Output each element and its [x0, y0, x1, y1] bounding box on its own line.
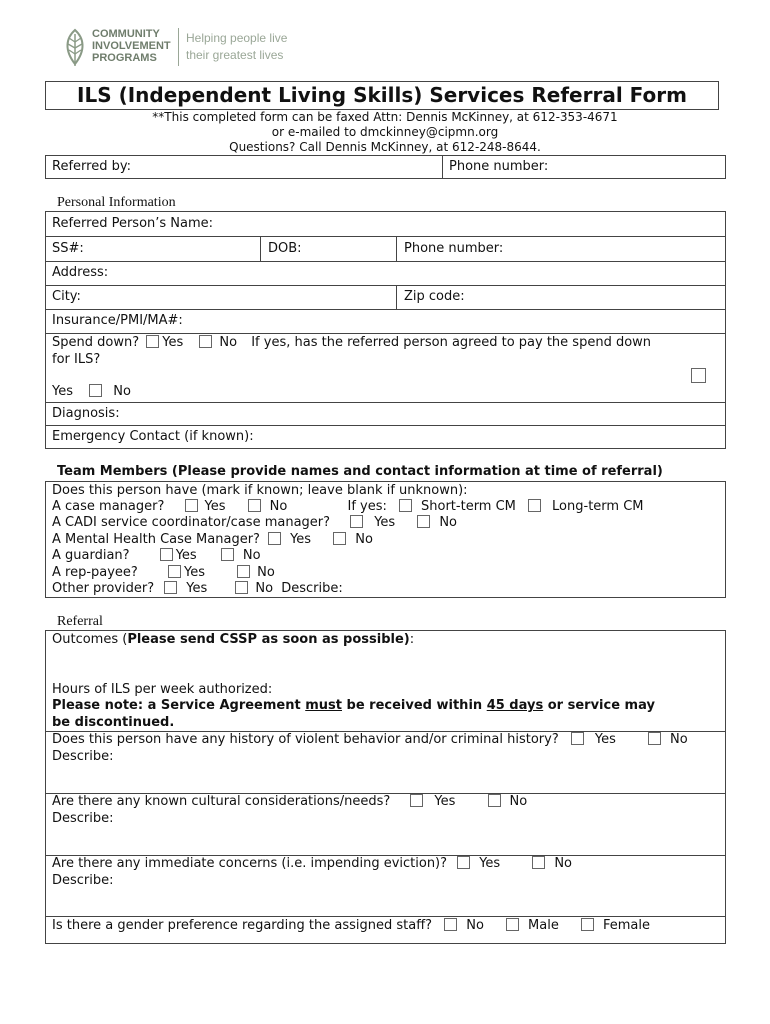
- cadi-row: [52, 515, 457, 530]
- guardian-no-checkbox[interactable]: [221, 548, 234, 561]
- no-label: No: [670, 732, 688, 747]
- page-title: ILS (Independent Living Skills) Services Referral Form: [77, 83, 687, 107]
- note-part-a: Please note: a Service Agreement: [52, 698, 306, 713]
- spend-down-no-checkbox[interactable]: [199, 335, 212, 348]
- gender-no-checkbox[interactable]: [444, 918, 457, 931]
- violent-no-checkbox[interactable]: [648, 732, 661, 745]
- concerns-yes-checkbox[interactable]: [457, 856, 470, 869]
- mental-health-label: A Mental Health Case Manager?: [52, 532, 260, 547]
- no-label: No: [466, 918, 484, 933]
- agree-yes-label: Yes: [52, 384, 73, 399]
- rep-payee-no-checkbox[interactable]: [237, 565, 250, 578]
- mental-health-yes-checkbox[interactable]: [268, 532, 281, 545]
- cultural-label: Are there any known cultural considerations/needs?: [52, 794, 391, 809]
- yes-label: Yes: [594, 732, 616, 747]
- cadi-yes-checkbox[interactable]: [350, 515, 363, 528]
- other-provider-label: Other provider?: [52, 581, 155, 596]
- yes-label: Yes: [175, 548, 197, 563]
- city-field[interactable]: City:: [52, 289, 81, 304]
- note-days: 45 days: [486, 698, 544, 713]
- team-intro: Does this person have (mark if known; leave blank if unknown):: [52, 483, 468, 498]
- violent-describe-label: Describe:: [52, 749, 114, 764]
- gender-male-checkbox[interactable]: [506, 918, 519, 931]
- long-term-cm-checkbox[interactable]: [528, 499, 541, 512]
- team-members-heading: Team Members (Please provide names and contact information at time of referral): [57, 464, 663, 479]
- case-manager-no-checkbox[interactable]: [248, 499, 261, 512]
- spend-down-row: [46, 333, 657, 352]
- diagnosis-field[interactable]: Diagnosis:: [52, 406, 120, 421]
- personal-info-heading: Personal Information: [57, 195, 176, 210]
- short-term-cm-label: Short-term CM: [421, 499, 516, 514]
- no-label: No: [355, 532, 373, 547]
- concerns-label: Are there any immediate concerns (i.e. impending eviction)?: [52, 856, 448, 871]
- org-name-line1: COMMUNITY: [92, 28, 160, 40]
- rep-payee-row: [52, 565, 275, 580]
- yes-label: Yes: [186, 581, 208, 596]
- cadi-label: A CADI service coordinator/case manager?: [52, 515, 331, 530]
- guardian-label: A guardian?: [52, 548, 130, 563]
- cultural-yes-checkbox[interactable]: [410, 794, 423, 807]
- leaf-icon: [62, 28, 88, 68]
- yes-label: Yes: [204, 499, 226, 514]
- mental-health-row: [52, 532, 373, 547]
- violent-history-label: Does this person have any history of violent behavior and/or criminal history?: [52, 732, 559, 747]
- referred-person-name-field[interactable]: Referred Person’s Name:: [52, 216, 214, 231]
- spend-down-question-cont: for ILS?: [52, 352, 101, 367]
- other-provider-yes-checkbox[interactable]: [164, 581, 177, 594]
- referrer-phone-field[interactable]: Phone number:: [449, 159, 549, 174]
- phone-field[interactable]: Phone number:: [404, 241, 504, 256]
- outcomes-suffix: :: [409, 632, 415, 647]
- address-field[interactable]: Address:: [52, 265, 109, 280]
- other-provider-row: [52, 581, 343, 596]
- spend-down-label: Spend down?: [52, 335, 140, 350]
- emergency-contact-field[interactable]: Emergency Contact (if known):: [52, 429, 254, 444]
- referral-table: [45, 630, 726, 944]
- tagline-line2: their greatest lives: [186, 48, 284, 62]
- female-label: Female: [602, 918, 650, 933]
- case-manager-label: A case manager?: [52, 499, 165, 514]
- cultural-describe-label: Describe:: [52, 811, 114, 826]
- describe-label: Describe:: [281, 581, 343, 596]
- violent-yes-checkbox[interactable]: [571, 732, 584, 745]
- dob-field[interactable]: DOB:: [268, 241, 302, 256]
- yes-label: Yes: [374, 515, 396, 530]
- other-provider-no-checkbox[interactable]: [235, 581, 248, 594]
- gender-preference-label: Is there a gender preference regarding the assigned staff?: [52, 918, 433, 933]
- referred-by-row: [45, 155, 726, 179]
- yes-label: Yes: [290, 532, 312, 547]
- personal-info-table: [45, 211, 726, 449]
- cadi-no-checkbox[interactable]: [417, 515, 430, 528]
- cultural-no-checkbox[interactable]: [488, 794, 501, 807]
- agree-no-label: No: [113, 384, 131, 399]
- if-yes-label: If yes:: [347, 499, 387, 514]
- spend-agree-row: [46, 382, 137, 401]
- questions-line: Questions? Call Dennis McKinney, at 612-248-8644.: [229, 140, 541, 154]
- email-instructions: or e-mailed to dmckinney@cipmn.org: [271, 125, 499, 139]
- concerns-row: [52, 856, 572, 871]
- service-agreement-note: [52, 698, 655, 713]
- yes-label: Yes: [479, 856, 501, 871]
- gender-female-checkbox[interactable]: [581, 918, 594, 931]
- org-name-line2: INVOLVEMENT: [92, 40, 171, 52]
- logo: [62, 26, 292, 70]
- form-title-box: [45, 81, 719, 110]
- note-part-b: be received within: [342, 698, 487, 713]
- long-term-cm-label: Long-term CM: [552, 499, 644, 514]
- no-label: No: [439, 515, 458, 530]
- no-label: No: [242, 548, 261, 563]
- outcomes-emphasis: Please send CSSP as soon as possible): [127, 632, 410, 647]
- insurance-field[interactable]: Insurance/PMI/MA#:: [52, 313, 183, 328]
- hours-label: Hours of ILS per week authorized:: [52, 682, 273, 697]
- rep-payee-yes-checkbox[interactable]: [168, 565, 181, 578]
- violent-history-row: [52, 732, 688, 747]
- concerns-no-checkbox[interactable]: [532, 856, 545, 869]
- no-label: No: [257, 565, 275, 580]
- zip-field[interactable]: Zip code:: [404, 289, 465, 304]
- org-name-line3: PROGRAMS: [92, 52, 157, 64]
- referral-heading: Referral: [57, 614, 103, 629]
- guardian-row: [52, 548, 261, 563]
- no-label: No: [255, 581, 274, 596]
- outcomes-prefix: Outcomes (: [52, 632, 128, 647]
- no-label: No: [509, 794, 528, 809]
- spend-down-yes-checkbox[interactable]: [146, 335, 159, 348]
- no-label: No: [269, 499, 288, 514]
- short-term-cm-checkbox[interactable]: [399, 499, 412, 512]
- fax-instructions: **This completed form can be faxed Attn: Dennis McKinney, at 612-353-4671: [152, 110, 618, 124]
- spend-down-extra-checkbox[interactable]: [691, 368, 706, 383]
- team-members-box: [45, 481, 726, 598]
- tagline-line1: Helping people live: [186, 31, 288, 45]
- case-manager-row: [52, 499, 644, 514]
- gender-preference-row: [52, 918, 650, 933]
- agree-yes-checkbox[interactable]: [89, 384, 102, 397]
- concerns-describe-label: Describe:: [52, 873, 114, 888]
- guardian-yes-checkbox[interactable]: [160, 548, 173, 561]
- yes-label: Yes: [183, 565, 205, 580]
- no-label: No: [219, 335, 238, 350]
- note-must: must: [305, 698, 342, 713]
- referred-by-field[interactable]: Referred by:: [52, 159, 131, 174]
- rep-payee-label: A rep-payee?: [52, 565, 138, 580]
- yes-label: Yes: [434, 794, 456, 809]
- male-label: Male: [528, 918, 559, 933]
- mental-health-no-checkbox[interactable]: [333, 532, 346, 545]
- note-part-c: or service may: [543, 698, 655, 713]
- yes-label: Yes: [162, 335, 184, 350]
- case-manager-yes-checkbox[interactable]: [185, 499, 198, 512]
- spend-down-question: If yes, has the referred person agreed to pay the spend down: [251, 335, 652, 350]
- ss-field[interactable]: SS#:: [52, 241, 84, 256]
- outcomes-label: [52, 632, 414, 647]
- cultural-row: [52, 794, 527, 809]
- no-label: No: [554, 856, 573, 871]
- service-agreement-note-cont: be discontinued.: [52, 715, 175, 730]
